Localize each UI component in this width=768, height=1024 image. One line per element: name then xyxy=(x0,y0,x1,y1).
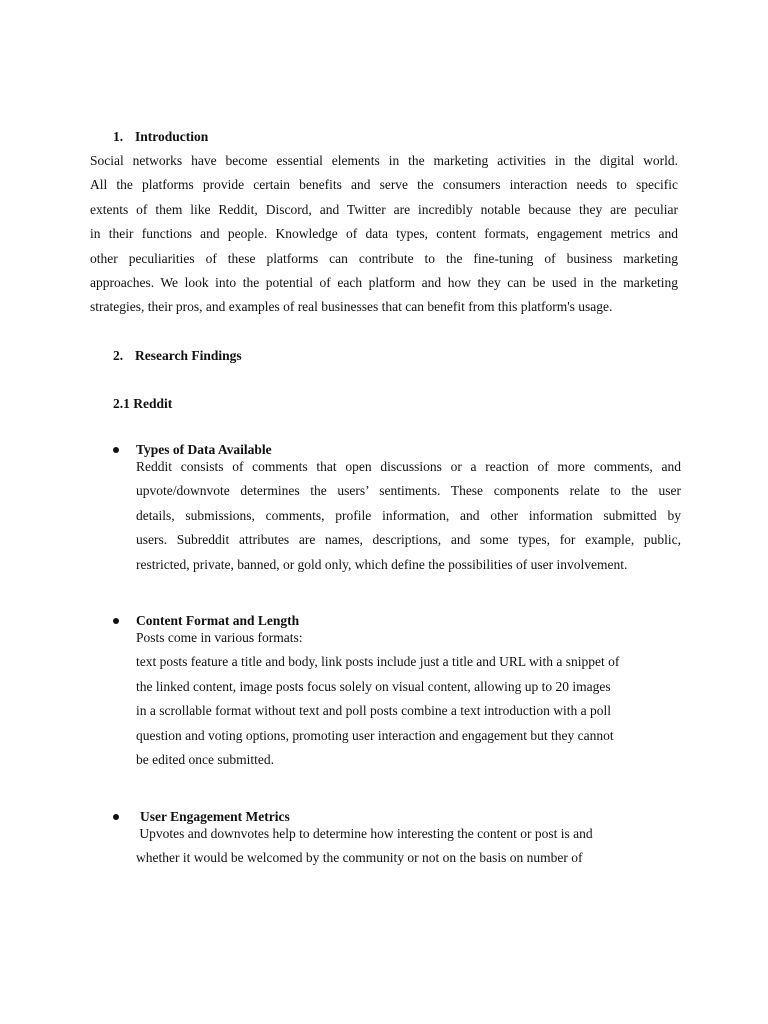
bullet-line: upvote/downvote determines the users’ sentiments. These components relate to the user xyxy=(136,483,681,499)
bullet-body xyxy=(136,822,681,871)
bullet-body xyxy=(136,455,681,577)
bullet-line: be edited once submitted. xyxy=(136,752,274,768)
bullet-line: details, submissions, comments, profile information, and other information submitted by xyxy=(136,507,681,523)
bullet-icon xyxy=(113,814,119,820)
section-number: 1. xyxy=(113,129,124,144)
bullet-icon xyxy=(113,447,119,453)
paragraph-line: strategies, their pros, and examples of real businesses that can benefit from this platform's usage. xyxy=(90,299,613,315)
section-heading-introduction xyxy=(113,128,208,146)
bullet-icon xyxy=(113,618,119,624)
bullet-line: whether it would be welcomed by the community or not on the basis on number of xyxy=(136,850,583,866)
paragraph-line: in their functions and people. Knowledge of data types, content formats, engagement metrics and xyxy=(90,226,678,242)
bullet-title: User Engagement Metrics xyxy=(140,809,290,824)
bullet-line: question and voting options, promoting user interaction and engagement but they cannot xyxy=(136,727,614,743)
section-number: 2. xyxy=(113,348,124,363)
bullet-line: text posts feature a title and body, link posts include just a title and URL with a snippet of xyxy=(136,654,620,670)
paragraph-line: Social networks have become essential elements in the marketing activities in the digital world. xyxy=(90,153,678,168)
bullet-title: Content Format and Length xyxy=(136,613,300,628)
section-heading-research-findings xyxy=(113,347,242,365)
bullet-line: users. Subreddit attributes are names, descriptions, and some types, for example, public, xyxy=(136,532,681,548)
paragraph-line: approaches. We look into the potential of each platform and how they can be used in the marketing xyxy=(90,275,678,291)
paragraph-line: extents of them like Reddit, Discord, and Twitter are incredibly notable because they are peculiar xyxy=(90,201,678,217)
bullet-title: Types of Data Available xyxy=(136,442,272,457)
bullet-line: in a scrollable format without text and poll posts combine a text introduction with a poll xyxy=(136,703,612,719)
section-title: Research Findings xyxy=(135,348,242,363)
paragraph-line: All the platforms provide certain benefits and serve the consumers interaction needs to specific xyxy=(90,177,678,193)
bullet-line: the linked content, image posts focus solely on visual content, allowing up to 20 images xyxy=(136,678,611,694)
paragraph-line: other peculiarities of these platforms can contribute to the fine-tuning of business marketing xyxy=(90,250,678,266)
bullet-line: Upvotes and downvotes help to determine how interesting the content or post is and xyxy=(136,826,593,841)
bullet-body xyxy=(136,626,681,772)
introduction-paragraph xyxy=(90,149,678,320)
bullet-line: Posts come in various formats: xyxy=(136,630,303,645)
bullet-line: Reddit consists of comments that open discussions or a reaction of more comments, and xyxy=(136,459,681,474)
bullet-line: restricted, private, banned, or gold only, which define the possibilities of user involvement. xyxy=(136,556,628,572)
section-title: Introduction xyxy=(135,129,209,144)
subsection-heading-reddit: 2.1 Reddit xyxy=(113,396,173,411)
